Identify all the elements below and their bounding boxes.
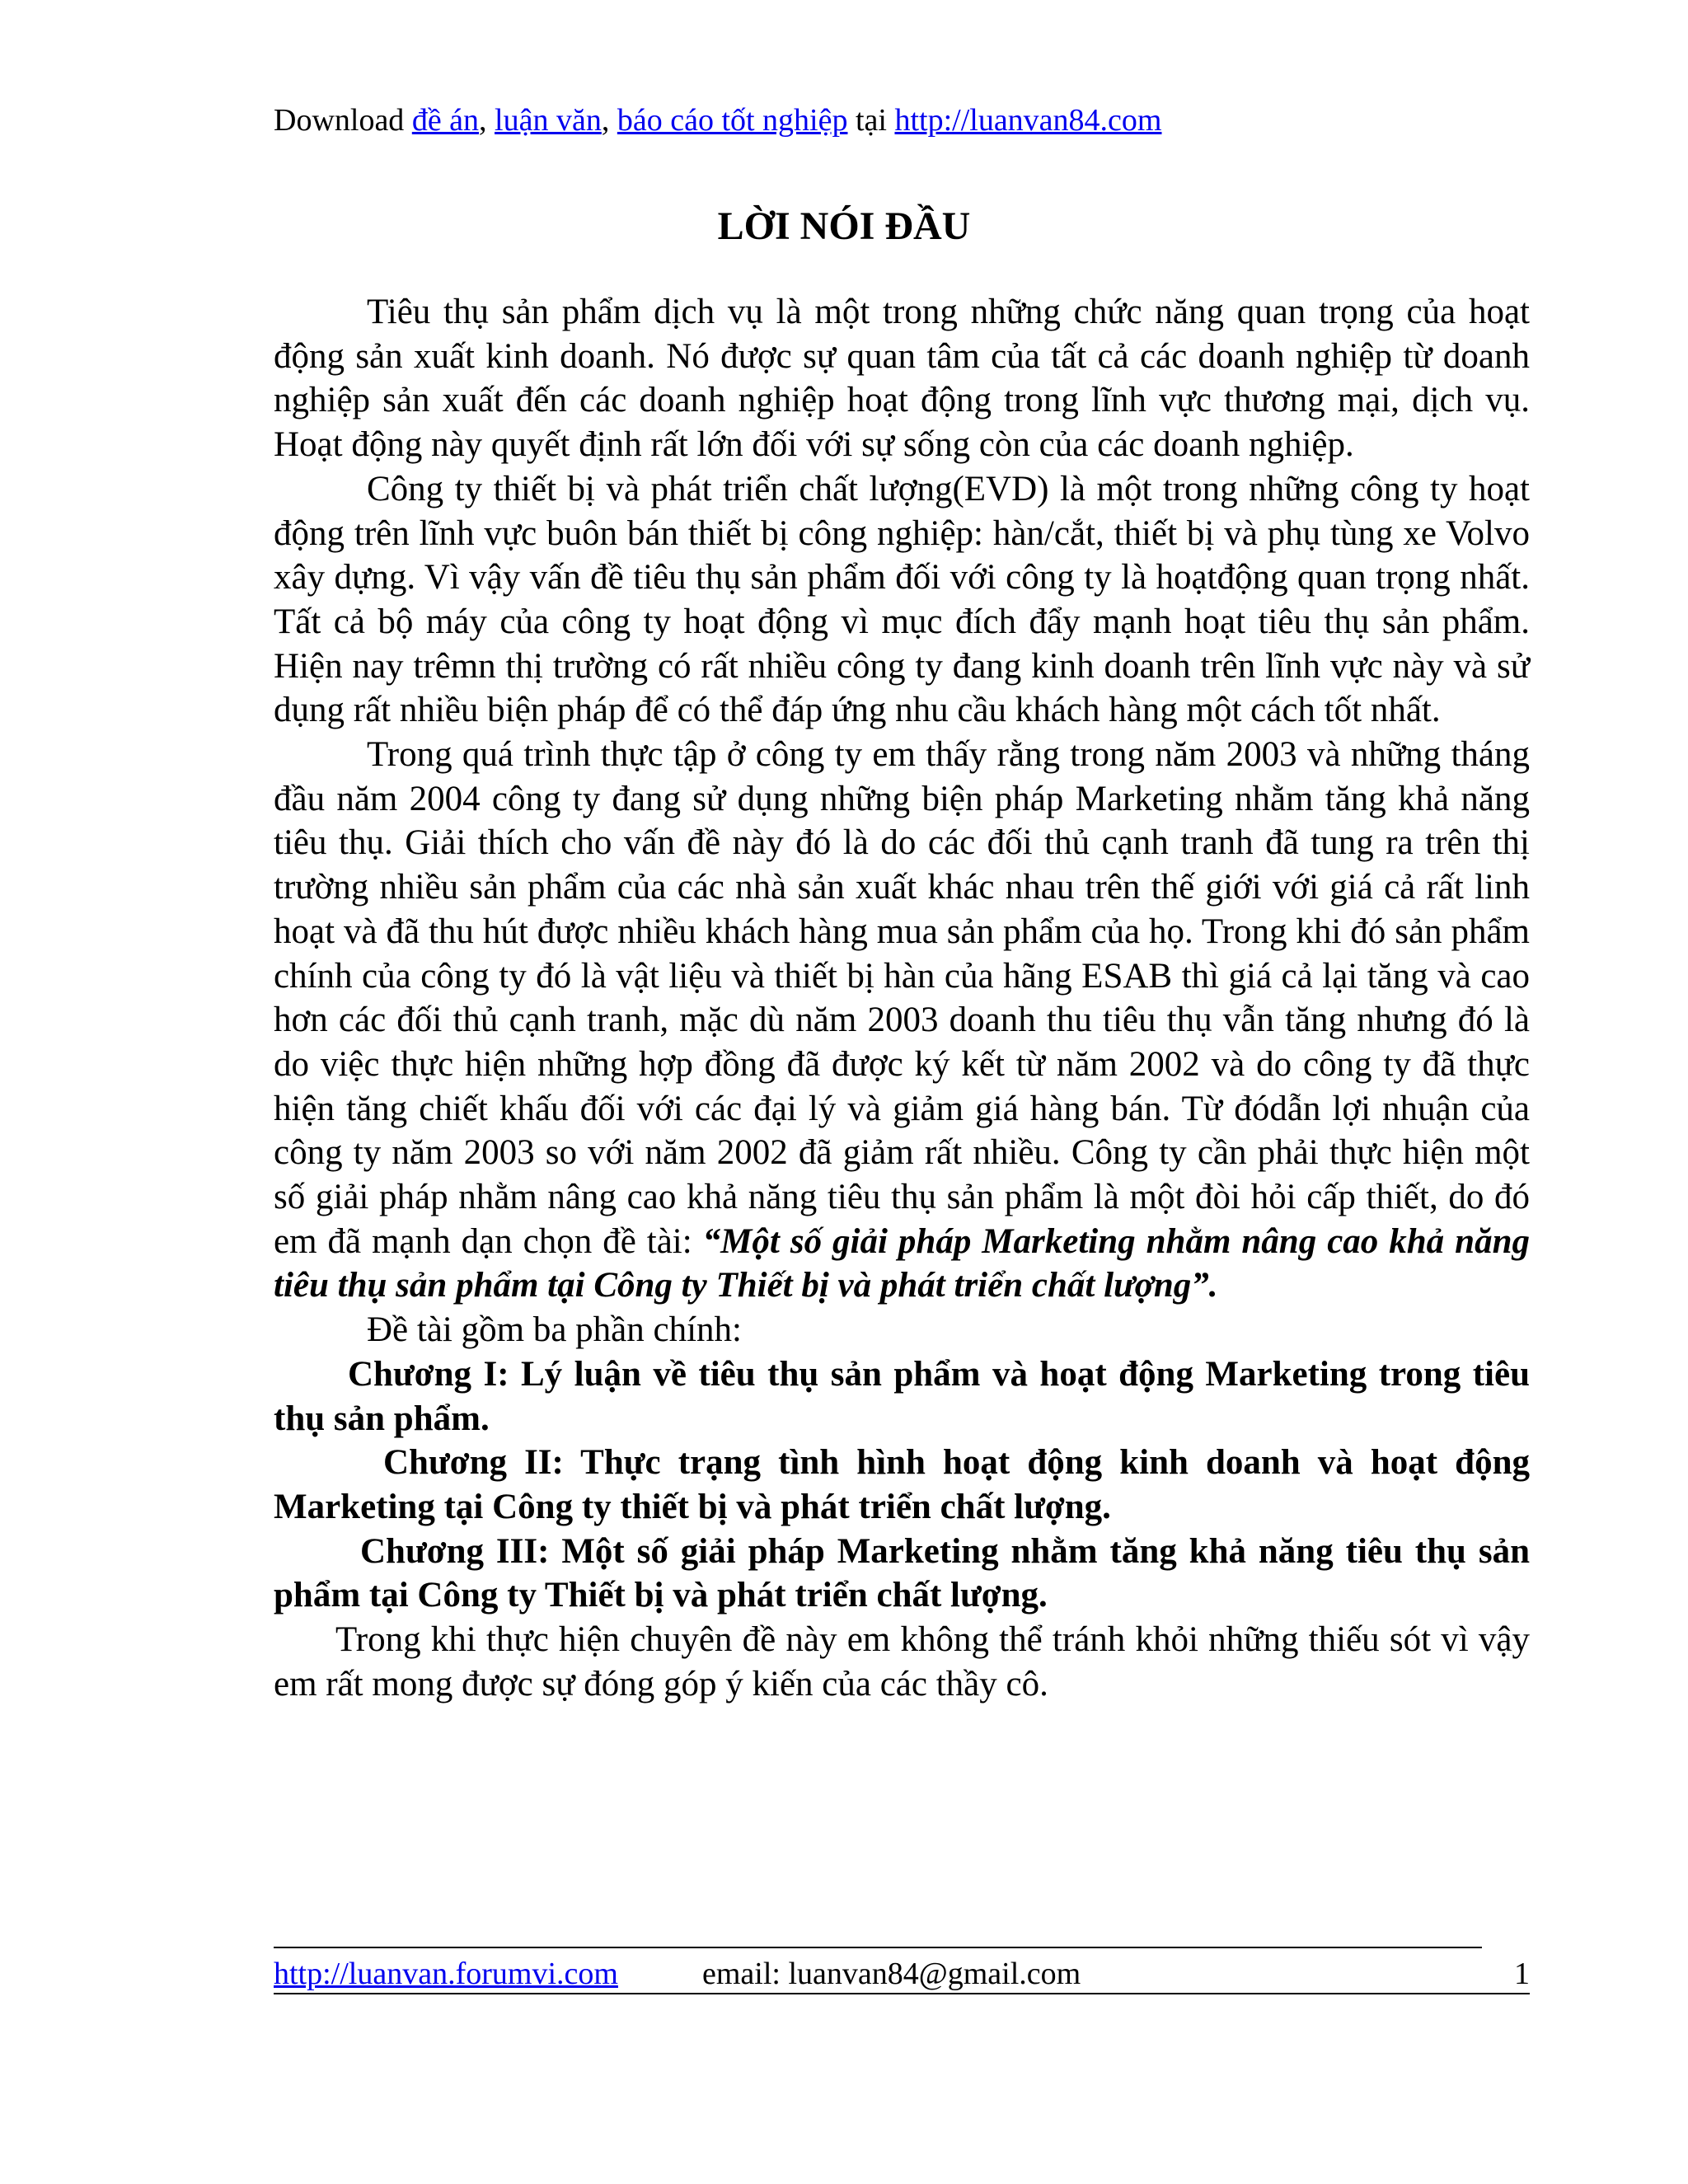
download-header — [274, 97, 1161, 143]
page-number: 1 — [1514, 1957, 1530, 1991]
header-sep2: , — [601, 103, 617, 138]
link-luan-van[interactable]: luận văn — [495, 103, 602, 138]
paragraph-1: Tiêu thụ sản phẩm dịch vụ là một trong những chức năng quan trọng của hoạt động sản xuất kinh doanh. Nó được sự quan tâm của tất cả các doanh nghiệp từ doanh nghiệp sản xuất đến các doanh nghiệp hoạt động trong lĩnh vực thương mại, dịch vụ. Hoạt động này quyết định rất lớn đối với sự sống còn của các doanh nghiệp. — [274, 293, 1530, 465]
footer-email: email: luanvan84@gmail.com — [702, 1957, 1081, 1991]
paragraph-4: Đề tài gồm ba phần chính: — [367, 1310, 742, 1350]
topic-title: “Một số giải pháp Marketing nhằm nâng cao khả năng tiêu thụ sản phẩm tại Công ty Thiết bị và phát triển chất lượng”. — [274, 1221, 1530, 1305]
paragraph-3-text: Trong quá trình thực tập ở công ty em thấy rằng trong năm 2003 và những tháng đầu năm 2004 công ty đang sử dụng những biện pháp Marketing nhằm tăng khả năng tiêu thụ. Giải thích cho vấn đề này đó là do các đối thủ cạnh tranh đã tung ra trên thị trường nhiều sản phẩm của các nhà sản xuất khác nhau trên thế giới với giá cả rất linh hoạt và đã thu hút được nhiều khách hàng mua sản phẩm của họ. Trong khi đó sản phẩm chính của công ty đó là vật liệu và thiết bị hàn của hãng ESAB thì giá cả lại tăng và cao hơn các đối thủ cạnh tranh, mặc dù năm 2003 doanh thu tiêu thụ vẫn tăng nhưng đó là do việc thực hiện những hợp đồng đã được ký kết từ năm 2002 và do công ty đã thực hiện tăng chiết khấu đối với các đại lý và giảm giá hàng bán. Từ đódẫn lợi nhuận của công ty năm 2003 so với năm 2002 đã giảm rất nhiều. Công ty cần phải thực hiện một số giải pháp nhằm nâng cao khả năng tiêu thụ sản phẩm là một đòi hỏi cấp thiết, do đó em đã mạnh dạn chọn đề tài: — [274, 735, 1530, 1261]
link-site[interactable]: http://luanvan84.com — [894, 103, 1162, 138]
header-mid: tại — [847, 103, 895, 138]
chapter-1: Chương I: Lý luận về tiêu thụ sản phẩm và hoạt động Marketing trong tiêu thụ sản phẩm. — [274, 1354, 1530, 1438]
chapter-2: Chương II: Thực trạng tình hình hoạt động kinh doanh và hoạt động Marketing tại Công ty thiết bị và phát triển chất lượng. — [274, 1443, 1530, 1526]
link-bao-cao[interactable]: báo cáo tốt nghiệp — [617, 103, 848, 138]
paragraph-5: Trong khi thực hiện chuyên đề này em không thể tránh khỏi những thiếu sót vì vậy em rất mong được sự đóng góp ý kiến của các thầy cô. — [274, 1620, 1530, 1704]
page-footer — [274, 1952, 1530, 1996]
paragraph-3 — [274, 733, 1530, 1308]
document-body — [274, 290, 1530, 1707]
footer-link[interactable]: http://luanvan.forumvi.com — [274, 1957, 618, 1991]
chapter-3: Chương III: Một số giải pháp Marketing nhằm tăng khả năng tiêu thụ sản phẩm tại Công ty Thiết bị và phát triển chất lượng. — [274, 1531, 1530, 1615]
footer-underline — [274, 1993, 1530, 1994]
header-sep1: , — [479, 103, 495, 138]
link-de-an[interactable]: đề án — [411, 103, 480, 138]
footer-divider — [274, 1947, 1482, 1948]
paragraph-2: Công ty thiết bị và phát triển chất lượng(EVD) là một trong những công ty hoạt động trên lĩnh vực buôn bán thiết bị công nghiệp: hàn/cắt, thiết bị và phụ tùng xe Volvo xây dựng. Vì vậy vấn đề tiêu thụ sản phẩm đối với công ty là hoạtđộng quan trọng nhất. Tất cả bộ máy của công ty hoạt động vì mục đích đẩy mạnh hoạt tiêu thụ sản phẩm. Hiện nay trêmn thị trường có rất nhiều công ty đang kinh doanh trên lĩnh vực này và sử dụng rất nhiều biện pháp để có thể đáp ứng nhu cầu khách hàng một cách tốt nhất. — [274, 469, 1530, 730]
page-title: LỜI NÓI ĐẦU — [717, 204, 971, 248]
header-prefix: Download — [274, 103, 412, 138]
